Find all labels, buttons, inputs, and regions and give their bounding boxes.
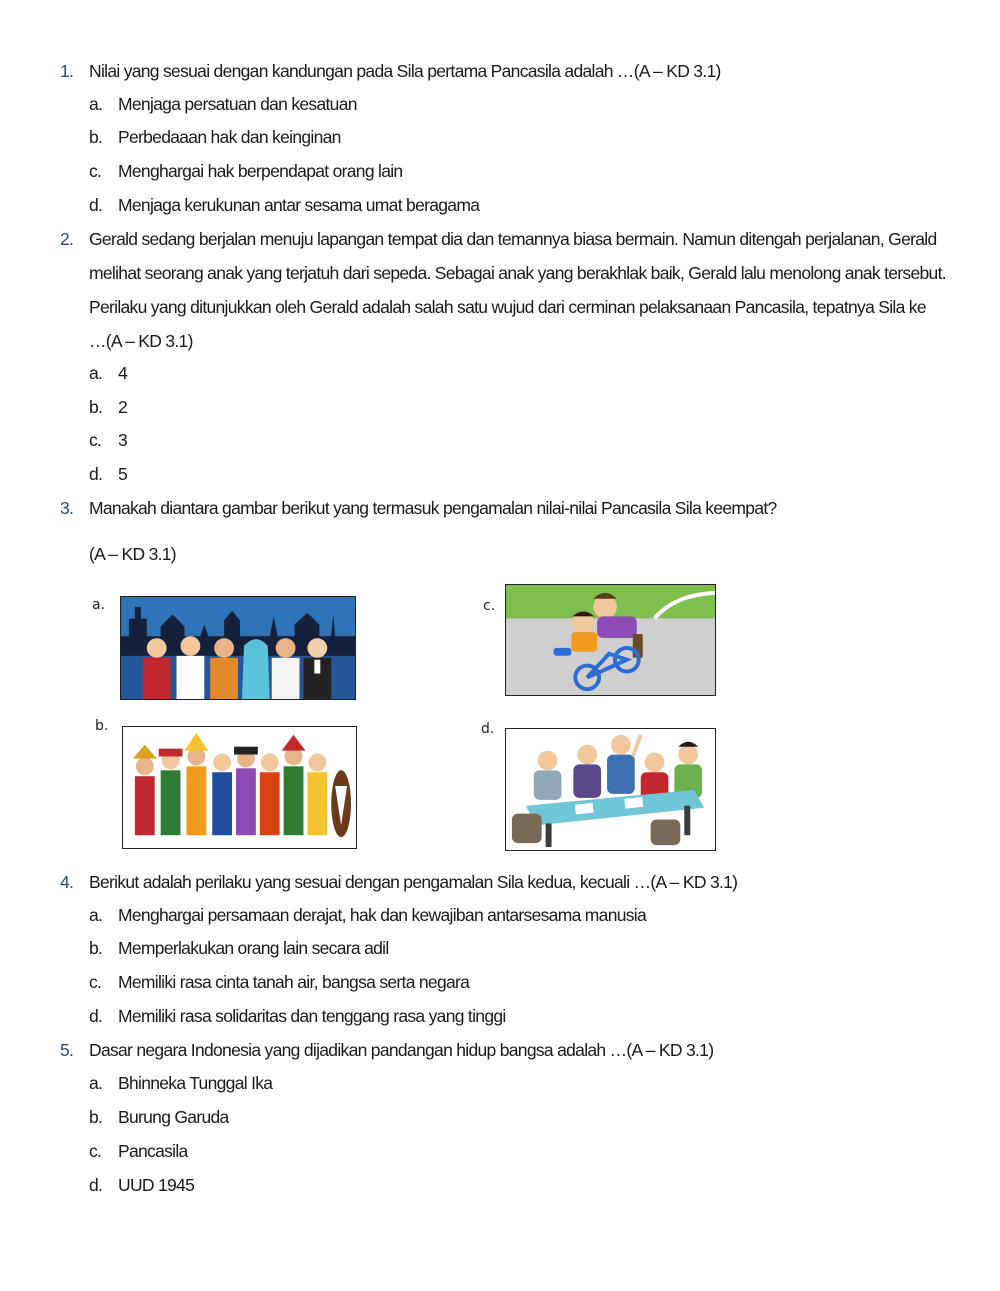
option-1d[interactable] <box>89 188 479 222</box>
option-text: Perbedaaan hak dan keinginan <box>118 127 341 147</box>
question-subtext: (A – KD 3.1) <box>89 544 176 564</box>
option-text: 5 <box>118 464 128 484</box>
option-text: 3 <box>118 430 128 450</box>
option-letter: c. <box>89 161 102 181</box>
question-number: 3. <box>60 498 74 518</box>
child-helping-fallen-cyclist-illustration-icon[interactable] <box>505 584 716 696</box>
question-number: 4. <box>60 872 74 892</box>
option-text: Menghargai persamaan derajat, hak dan kewajiban antarsesama manusia <box>118 905 647 925</box>
question-number: 5. <box>60 1040 74 1060</box>
option-4c[interactable] <box>89 965 469 999</box>
option-text: Menjaga kerukunan antar sesama umat beragama <box>118 195 480 215</box>
option-2a[interactable] <box>89 356 127 390</box>
option-5d[interactable] <box>89 1168 194 1202</box>
option-text: Menghargai hak berpendapat orang lain <box>118 161 403 181</box>
question-text: Nilai yang sesuai dengan kandungan pada Sila pertama Pancasila adalah …(A – KD 3.1) <box>89 61 721 81</box>
option-letter: a. <box>89 905 103 925</box>
option-text: Memperlakukan orang lain secara adil <box>118 938 389 958</box>
option-2d[interactable] <box>89 457 127 491</box>
option-text: UUD 1945 <box>118 1175 195 1195</box>
picture-label-d: d. <box>481 721 495 737</box>
option-text: 4 <box>118 363 128 383</box>
option-4a[interactable] <box>89 898 646 932</box>
question-number: 2. <box>60 229 74 249</box>
option-letter: d. <box>89 195 103 215</box>
option-5a[interactable] <box>89 1066 272 1100</box>
question-number: 1. <box>60 61 74 81</box>
question-3-subtext <box>60 537 950 571</box>
option-letter: a. <box>89 363 103 383</box>
option-letter: b. <box>89 127 103 147</box>
option-letter: d. <box>89 1175 103 1195</box>
option-4b[interactable] <box>89 931 389 965</box>
question-text: Dasar negara Indonesia yang dijadikan pandangan hidup bangsa adalah …(A – KD 3.1) <box>89 1040 714 1060</box>
question-text-line: Perilaku yang ditunjukkan oleh Gerald adalah salah satu wujud dari cerminan pelaksanaan Pancasila, tepatnya Sila ke <box>89 297 926 317</box>
question-text-line: melihat seorang anak yang terjatuh dari sepeda. Sebagai anak yang berakhlak baik, Gerald lalu menolong anak tersebut. <box>89 263 946 283</box>
option-5c[interactable] <box>89 1134 188 1168</box>
question-text-line: …(A – KD 3.1) <box>89 331 193 351</box>
option-text: Bhinneka Tunggal Ika <box>118 1073 273 1093</box>
question-1 <box>60 54 950 88</box>
option-text: Pancasila <box>118 1141 188 1161</box>
question-text: Berikut adalah perilaku yang sesuai dengan pengamalan Sila kedua, kecuali …(A – KD 3.1) <box>89 872 738 892</box>
option-letter: c. <box>89 1141 102 1161</box>
group-meeting-discussion-illustration-icon[interactable] <box>505 728 716 851</box>
question-text-line: Gerald sedang berjalan menuju lapangan tempat dia dan temannya biasa bermain. Namun ditengah perjalanan, Gerald <box>89 229 937 249</box>
option-letter: d. <box>89 464 103 484</box>
picture-label-a: a. <box>92 597 106 613</box>
option-text: Burung Garuda <box>118 1107 229 1127</box>
option-letter: b. <box>89 938 103 958</box>
question-text: Manakah diantara gambar berikut yang termasuk pengamalan nilai-nilai Pancasila Sila keempat? <box>89 498 777 518</box>
option-letter: a. <box>89 1073 103 1093</box>
question-5 <box>60 1033 950 1067</box>
option-1c[interactable] <box>89 154 402 188</box>
option-text: Memiliki rasa solidaritas dan tenggang rasa yang tinggi <box>118 1006 506 1026</box>
option-2c[interactable] <box>89 423 127 457</box>
option-4d[interactable] <box>89 999 506 1033</box>
picture-label-b: b. <box>95 718 109 734</box>
picture-label-c: c. <box>483 598 496 614</box>
option-text: Menjaga persatuan dan kesatuan <box>118 94 357 114</box>
traditional-costumes-illustration-icon[interactable] <box>122 726 357 849</box>
option-letter: b. <box>89 1107 103 1127</box>
option-1b[interactable] <box>89 120 341 154</box>
diverse-religious-people-illustration-icon[interactable] <box>120 596 356 700</box>
option-letter: d. <box>89 1006 103 1026</box>
option-letter: c. <box>89 972 102 992</box>
option-text: Memiliki rasa cinta tanah air, bangsa serta negara <box>118 972 470 992</box>
option-letter: b. <box>89 397 103 417</box>
question-3 <box>60 491 950 525</box>
option-5b[interactable] <box>89 1100 229 1134</box>
option-1a[interactable] <box>89 87 357 121</box>
question-2 <box>60 222 950 358</box>
question-4 <box>60 865 950 899</box>
option-letter: a. <box>89 94 103 114</box>
option-text: 2 <box>118 397 128 417</box>
option-letter: c. <box>89 430 102 450</box>
option-2b[interactable] <box>89 390 127 424</box>
